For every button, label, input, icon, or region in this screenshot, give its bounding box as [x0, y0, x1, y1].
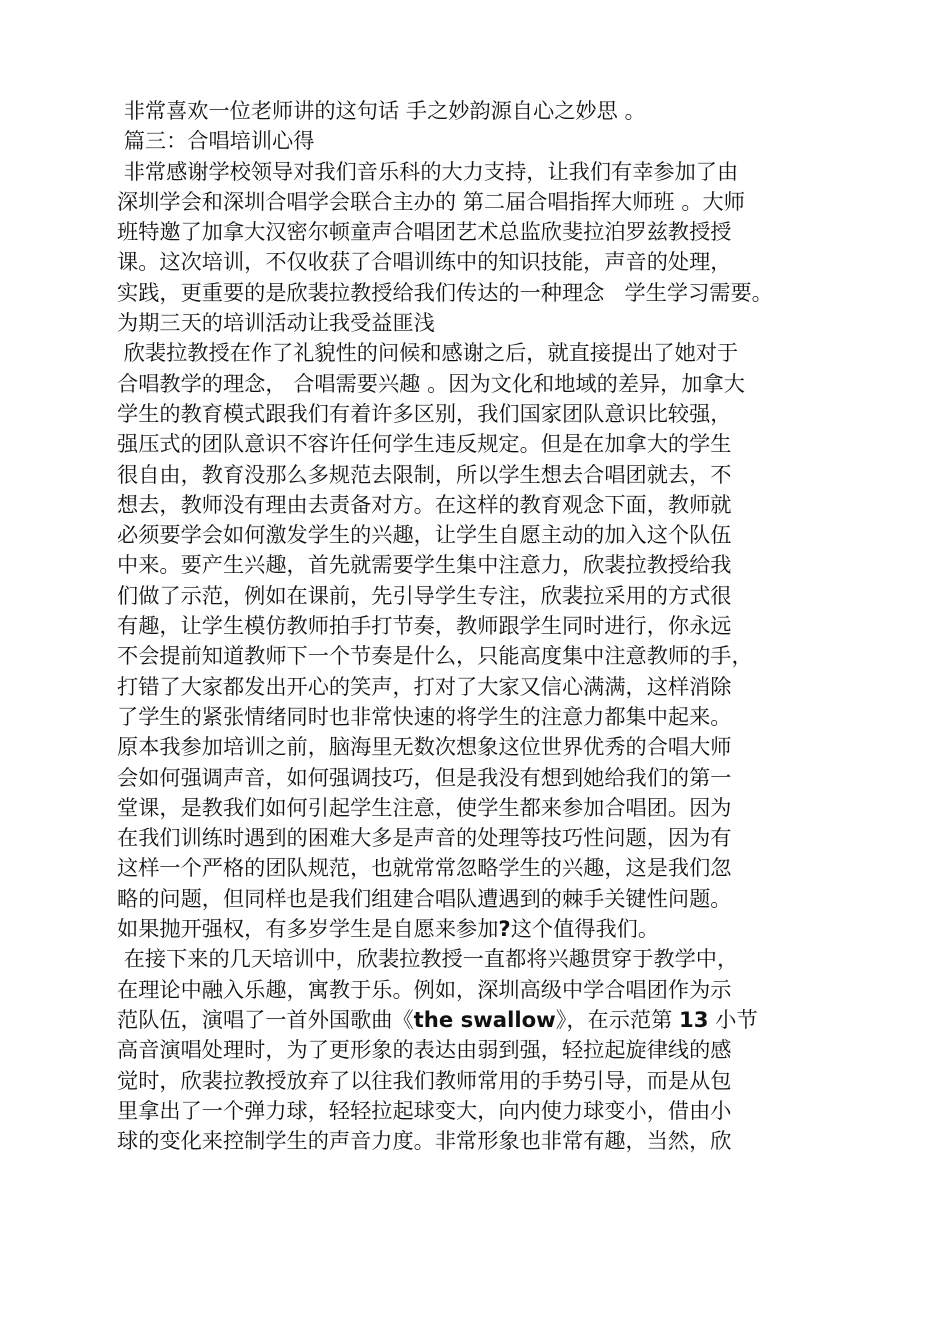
text-line: 了学生的紧张情绪同时也非常快速的将学生的注意力都集中起来。 [117, 703, 732, 729]
text-line: 有趣，让学生模仿教师拍手打节奏，教师跟学生同时进行，你永远 [117, 613, 732, 639]
text-line: 深圳学会和深圳合唱学会联合主办的 第二届合唱指挥大师班 。大师 [117, 188, 745, 214]
text-line: 原本我参加培训之前，脑海里无数次想象这位世界优秀的合唱大师 [117, 734, 732, 760]
text-line: 课。这次培训，不仅收获了合唱训练中的知识技能，声音的处理， [117, 249, 732, 275]
text-line: 里拿出了一个弹力球，轻轻拉起球变大，向内使力球变小，借由小 [117, 1097, 732, 1123]
text-line: 非常感谢学校领导对我们音乐科的大力支持，让我们有幸参加了由 [117, 158, 739, 184]
text-line: 们做了示范，例如在课前，先引导学生专注，欣裴拉采用的方式很 [117, 582, 732, 608]
text-line: 觉时，欣裴拉教授放弃了以往我们教师常用的手势引导，而是从包 [117, 1067, 732, 1093]
text-line: 班特邀了加拿大汉密尔顿童声合唱团艺术总监欣斐拉泊罗兹教授授 [117, 219, 732, 245]
text-line: 为期三天的培训活动让我受益匪浅 [117, 310, 435, 336]
text-line: 球的变化来控制学生的声音力度。非常形象也非常有趣，当然，欣 [117, 1128, 732, 1154]
text-line: 非常喜欢一位老师讲的这句话 手之妙韵源自心之妙思 。 [117, 98, 646, 123]
text-line: 在我们训练时遇到的困难大多是声音的处理等技巧性问题，因为有 [117, 825, 732, 851]
text-line: 强压式的团队意识不容许任何学生违反规定。但是在加拿大的学生 [117, 431, 732, 457]
text-line: 会如何强调声音，如何强调技巧，但是我没有想到她给我们的第一 [117, 764, 732, 790]
text-line: 这样一个严格的团队规范，也就常常忽略学生的兴趣，这是我们忽 [117, 855, 732, 881]
text-line: 打错了大家都发出开心的笑声，打对了大家又信心满满，这样消除 [117, 673, 732, 699]
text-line: 想去，教师没有理由去责备对方。在这样的教育观念下面，教师就 [117, 491, 732, 517]
text-line: 篇三：合唱培训心得 [117, 128, 315, 154]
text-line: 如果抛开强权，有多岁学生是自愿来参加?这个值得我们。 [117, 916, 660, 942]
text-line: 在理论中融入乐趣，寓教于乐。例如，深圳高级中学合唱团作为示 [117, 976, 732, 1002]
text-line: 合唱教学的理念， 合唱需要兴趣 。因为文化和地域的差异，加拿大 [117, 370, 745, 396]
text-line: 中来。要产生兴趣，首先就需要学生集中注意力，欣裴拉教授给我 [117, 552, 732, 578]
text-line: 高音演唱处理时，为了更形象的表达由弱到强，轻拉起旋律线的感 [117, 1037, 732, 1063]
text-line: 必须要学会如何激发学生的兴趣，让学生自愿主动的加入这个队伍 [117, 522, 732, 548]
text-line: 学生的教育模式跟我们有着许多区别，我们国家团队意识比较强， [117, 400, 732, 426]
text-line: 欣裴拉教授在作了礼貌性的问候和感谢之后，就直接提出了她对于 [117, 340, 739, 366]
text-line: 很自由，教育没那么多规范去限制，所以学生想去合唱团就去，不 [117, 461, 732, 487]
body-text [117, 96, 857, 1156]
text-line: 实践，更重要的是欣裴拉教授给我们传达的一种理念 学生学习需要。 [117, 279, 773, 305]
text-line: 堂课，是教我们如何引起学生注意，使学生都来参加合唱团。因为 [117, 794, 732, 820]
text-line: 略的问题，但同样也是我们组建合唱队遭遇到的棘手关键性问题。 [117, 885, 732, 911]
text-line: 范队伍，演唱了一首外国歌曲《the swallow》，在示范第 13 小节 [117, 1006, 758, 1032]
text-line: 不会提前知道教师下一个节奏是什么，只能高度集中注意教师的手， [117, 643, 753, 669]
text-line: 在接下来的几天培训中，欣裴拉教授一直都将兴趣贯穿于教学中， [117, 946, 739, 972]
